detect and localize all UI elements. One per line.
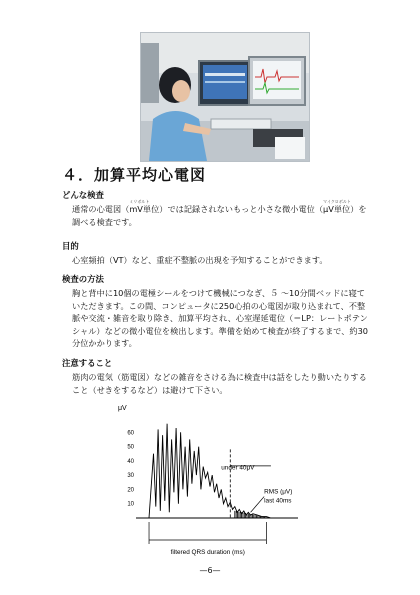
section-purpose (62, 240, 372, 267)
section-method (62, 273, 372, 350)
section-body: 心室頻拍（VT）など、重症不整脈の出現を予知することができます。 (72, 255, 328, 265)
chart-annotation-under: under 40μV (221, 464, 255, 472)
section-heading: 検査の方法 (62, 274, 104, 284)
ruby-mv-reading: ミリボルト (129, 199, 150, 204)
section-body (72, 199, 372, 228)
signal-averaged-ecg-chart (110, 400, 310, 562)
chart-arrow-rms (251, 497, 265, 513)
chart-ytick-label: 20 (127, 487, 134, 494)
chart-ytick-label: 60 (127, 430, 134, 437)
page-number: —6— (199, 566, 221, 575)
chart-ytick-label: 10 (127, 501, 134, 508)
ruby-mv-base: mV (129, 204, 143, 214)
body-text-c: 単位）を調べる検査です。 (72, 204, 367, 227)
chart-yticks (127, 430, 134, 507)
ruby-uv (323, 199, 351, 216)
chart-ytick-label: 50 (127, 444, 134, 451)
chart-annotation-rms: RMS (μV) (264, 488, 293, 496)
body-text-a: 通常の心電図（ (72, 204, 130, 214)
chart-ylabel: μV (118, 405, 127, 412)
section-body: 筋肉の電気（筋電図）などの雑音をさける為に検査中は話をしたり動いたりすること（せきをするなど）は避けて下さい。 (72, 372, 367, 395)
ruby-mv (129, 199, 150, 216)
ruby-uv-reading: マイクロボルト (323, 199, 351, 204)
chart-annotation-duration: filtered QRS duration (ms) (170, 549, 245, 556)
ruby-uv-base: μV (323, 204, 334, 214)
section-cautions (62, 357, 372, 396)
section-heading: 目的 (62, 241, 79, 251)
section-body: 胸と背中に10個の電極シールをつけて機械につなぎ、５ ～10分間ベッドに寝ていただきます。この間、コンピュータに250心拍の心電図が取り込まれて、不整脈や交流・雑音を取り除き、加算平均され、心室遅延電位（＝LP：レートポテンシャル）などの微小電位を検出します。準備を始めて検査が終了するまで、約30分位かかります。 (72, 288, 368, 349)
chart-ytick-label: 40 (127, 458, 134, 465)
photo-ecg-workstation (140, 32, 310, 162)
body-text-b: 単位）では記録されないもっと小さな微小電位（ (142, 204, 324, 214)
section-what-test (62, 189, 372, 228)
chart-ytick-label: 30 (127, 473, 134, 480)
page-title: ４．加算平均心電図 (62, 166, 207, 184)
chart-annotation-last: last 40ms (264, 497, 292, 505)
section-heading: 注意すること (62, 358, 113, 368)
section-heading: どんな検査 (62, 190, 104, 200)
